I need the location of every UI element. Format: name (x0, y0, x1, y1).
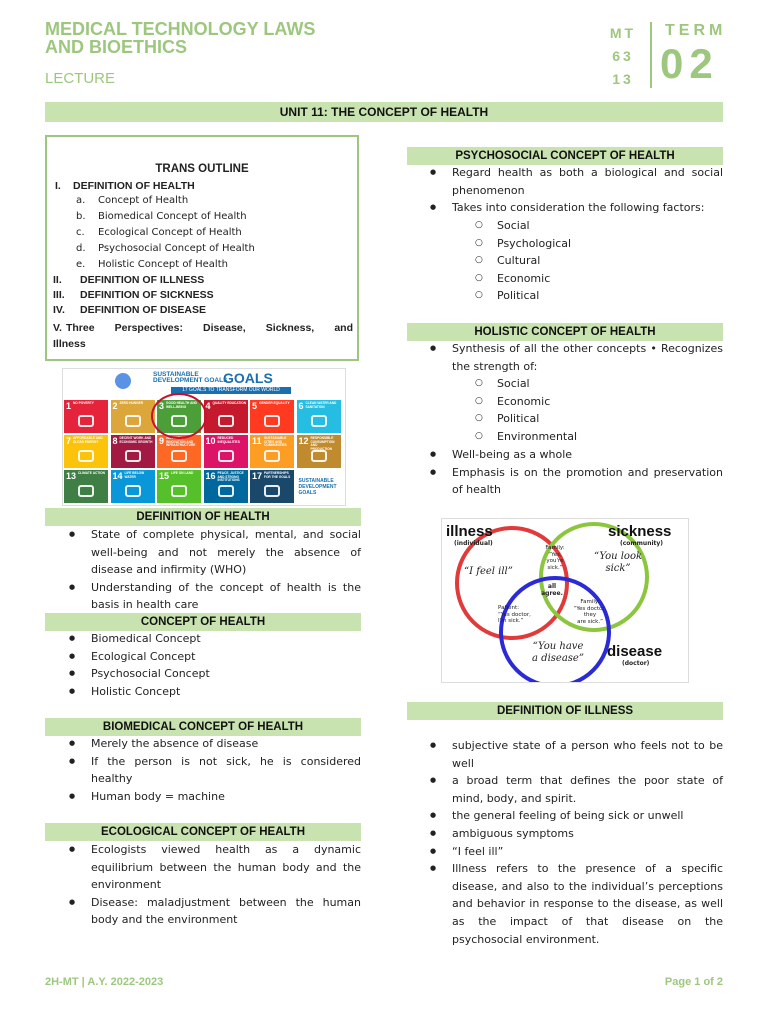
outline-item: Illness (53, 338, 86, 350)
sdg-goal-number: 1 (66, 401, 72, 411)
section-heading-biomedical: BIOMEDICAL CONCEPT OF HEALTH (45, 718, 361, 736)
sdg-goal-number: 15 (159, 471, 170, 481)
sub-item: ○ Economic (475, 270, 675, 288)
sub-item: ○ Psychological (475, 235, 675, 253)
venn-disease-sub: (doctor) (622, 660, 650, 667)
list-item: ● Ecologists viewed health as a dynamic equilibrium between the human body and the environment (68, 841, 361, 894)
footer-page-number: Page 1 of 2 (664, 976, 723, 988)
outline-item: III. DEFINITION OF SICKNESS (53, 289, 214, 301)
outline-item: I. DEFINITION OF HEALTH (55, 180, 195, 192)
outline-item: IV. DEFINITION OF DISEASE (53, 304, 207, 316)
sdg-goal-icon (171, 485, 187, 497)
sdg-goal-number: 7 (66, 436, 72, 446)
list-item: ● the general feeling of being sick or unwell (429, 807, 723, 825)
sdg-logo-text: SUSTAINABLE DEVELOPMENT GOALS (298, 478, 337, 496)
sdg-goal-number: 2 (112, 401, 118, 411)
psychosocial-factors (475, 217, 675, 305)
sdg-goal-tile (111, 470, 155, 503)
list-item: ● If the person is not sick, he is considered healthy (68, 753, 361, 788)
sdg-goal-tile (297, 435, 341, 468)
sdg-logo-tile (297, 470, 341, 503)
sdg-goal-label: PARTNERSHIPS FOR THE GOALS (264, 471, 291, 479)
ecological-list (68, 841, 361, 929)
sdg-goal-number: 6 (298, 401, 304, 411)
section-heading-definition-of-illness: DEFINITION OF ILLNESS (407, 702, 723, 720)
outline-item: a. Concept of Health (76, 195, 189, 206)
sub-item: ○ Political (475, 410, 675, 428)
list-item: ● Holistic Concept (68, 683, 361, 701)
sdg-goal-icon (218, 485, 234, 497)
sdg-goal-tile (204, 435, 248, 468)
psychosocial-list (429, 164, 723, 217)
outline-item: c. Ecological Concept of Health (76, 227, 242, 238)
unit-title: UNIT 11: THE CONCEPT OF HEALTH (45, 102, 723, 122)
section-heading-ecological: ECOLOGICAL CONCEPT OF HEALTH (45, 823, 361, 841)
sdg-goal-tile (157, 435, 201, 468)
footer-class-year: 2H-MT | A.Y. 2022-2023 (45, 976, 164, 988)
sdg-goal-tile (204, 400, 248, 433)
list-item: ● Illness refers to the presence of a specific disease, and also to the individual’s perceptions and behavior in response to the disease, as well as the impact of that disease on the psychosocial environment. (429, 860, 723, 948)
list-item: ● Merely the absence of disease (68, 735, 361, 753)
sdg-goal-number: 4 (205, 401, 211, 411)
sdg-goal-tile (111, 435, 155, 468)
sdg-goal-label: GENDER EQUALITY (259, 401, 290, 405)
list-item: ● Biomedical Concept (68, 630, 361, 648)
term-number: 02 (660, 40, 719, 87)
outline-item: b. Biomedical Concept of Health (76, 211, 247, 222)
list-item: ● State of complete physical, mental, and social well-being and not merely the absence of disease and infirmity (WHO) (68, 526, 361, 579)
sdg-goal-icon (78, 485, 94, 497)
sdg-goal-label: SUSTAINABLE CITIES AND COMMUNITIES (264, 436, 287, 448)
outline-title: TRANS OUTLINE (155, 163, 249, 175)
venn-family-note-2: Family: “Yes doctor, they are sick.” (573, 599, 607, 625)
list-item: ● Well-being as a whole (429, 446, 723, 464)
sub-item: ○ Environmental (475, 428, 675, 446)
sdg-goal-label: LIFE BELOW WATER (124, 471, 145, 479)
sdg-goal-label: RESPONSIBLE CONSUMPTION AND PRODUCTION (310, 436, 335, 451)
biomedical-list (68, 735, 361, 805)
outline-item: II. DEFINITION OF ILLNESS (53, 274, 205, 286)
venn-patient-note: Patient: “Yes doctor, I'm sick.” (498, 605, 531, 624)
sdg-goal-icon (264, 450, 280, 462)
sdg-goal-tile (157, 470, 201, 503)
concept-of-health-list (68, 630, 361, 700)
sub-item: ○ Economic (475, 393, 675, 411)
sdg-goal-tile (250, 435, 294, 468)
sdg-goal-tile (297, 400, 341, 433)
venn-sickness-sub: (community) (620, 540, 664, 547)
list-item: ● Ecological Concept (68, 648, 361, 666)
definition-of-illness-list (429, 737, 723, 948)
trans-outline-box (45, 135, 359, 361)
sdg-goal-label: AFFORDABLE AND CLEAN ENERGY (73, 436, 103, 444)
sdg-goal-icon (125, 485, 141, 497)
sdg-tile-grid (63, 399, 345, 505)
sdg-goal-number: 11 (252, 436, 262, 446)
holistic-list (429, 340, 723, 375)
sdg-goal-label: DECENT WORK AND ECONOMIC GROWTH (119, 436, 153, 444)
section-heading-psychosocial: PSYCHOSOCIAL CONCEPT OF HEALTH (407, 147, 723, 165)
outline-item: d. Psychosocial Concept of Health (76, 243, 255, 254)
list-item: ● Psychosocial Concept (68, 665, 361, 683)
sdg-goal-icon (78, 450, 94, 462)
list-item: ● Disease: maladjustment between the human body and the environment (68, 894, 361, 929)
sdg-goal-tile (204, 470, 248, 503)
sdg-poster-image (62, 368, 346, 506)
header-divider (650, 22, 652, 88)
sub-item: ○ Social (475, 375, 675, 393)
outline-item: V. Three Perspectives: Disease, Sickness, and (53, 322, 353, 334)
course-code: MT 63 13 (609, 25, 637, 87)
sdg-goal-label: CLEAN WATER AND SANITATION (305, 401, 337, 409)
sdg-goal-number: 16 (205, 471, 216, 481)
venn-illness-sub: (individual) (454, 540, 493, 547)
sdg-goal-label: LIFE ON LAND (171, 471, 194, 475)
sdg-goal-icon (218, 450, 234, 462)
venn-family-note-1: Family: “Yes, you're sick.” (545, 545, 565, 571)
sdg-goal-tile (64, 435, 108, 468)
venn-quote-sickness: “You look sick” (593, 551, 643, 574)
sdg-goal-icon (125, 450, 141, 462)
sdg-goal-icon (311, 450, 327, 462)
list-item: ● Regard health as both a biological and social phenomenon (429, 164, 723, 199)
list-item: ● Synthesis of all the other concepts • Recognizes the strength of: (429, 340, 723, 375)
sdg-goal-number: 9 (159, 436, 165, 446)
sdg-goal-number: 5 (252, 401, 258, 411)
health-goal-highlight-circle (151, 393, 207, 439)
venn-quote-illness: “I feel ill” (464, 566, 513, 577)
sdg-goal-tile (64, 470, 108, 503)
sdg-goal-number: 13 (66, 471, 77, 481)
sdg-goal-tile (64, 400, 108, 433)
sdg-goal-number: 12 (298, 436, 309, 446)
lecture-label: LECTURE (45, 70, 116, 87)
venn-all-agree: all agree. (541, 583, 563, 597)
sdg-goal-icon (311, 415, 327, 427)
sdg-goal-number: 8 (112, 436, 118, 446)
list-item: ● a broad term that defines the poor state of mind, body, and spirit. (429, 772, 723, 807)
sdg-goal-icon (218, 415, 234, 427)
sdg-goal-label: REDUCED INEQUALITIES (217, 436, 240, 444)
list-item: ● ambiguous symptoms (429, 825, 723, 843)
un-emblem-icon (115, 373, 131, 389)
sdg-goal-icon (264, 415, 280, 427)
sdg-goal-icon (78, 415, 94, 427)
list-item: ● Human body = machine (68, 788, 361, 806)
venn-sickness-label: sickness (608, 523, 672, 540)
holistic-strengths (475, 375, 675, 445)
sdg-goal-tile (111, 400, 155, 433)
list-item: ● Takes into consideration the following factors: (429, 199, 723, 217)
definition-of-health-list (68, 526, 361, 614)
sdg-goal-label: INDUSTRY, INNOVATION AND INFRASTRUCTURE (166, 436, 196, 448)
sdg-goal-label: CLIMATE ACTION (78, 471, 105, 475)
sdg-goal-number: 10 (205, 436, 216, 446)
list-item: ● Emphasis is on the promotion and preservation of health (429, 464, 723, 499)
sdg-goal-tile (250, 400, 294, 433)
venn-illness-label: illness (446, 523, 493, 540)
venn-quote-disease: “You have a disease” (532, 641, 584, 664)
section-heading-definition-of-health: DEFINITION OF HEALTH (45, 508, 361, 526)
sdg-goals-word: GOALS (223, 370, 273, 386)
sdg-goal-icon (125, 415, 141, 427)
sdg-goal-tile (250, 470, 294, 503)
sdg-goal-label: ZERO HUNGER (119, 401, 144, 405)
outline-item: e. Holistic Concept of Health (76, 259, 228, 270)
sdg-banner: 17 GOALS TO TRANSFORM OUR WORLD (171, 387, 291, 394)
sub-item: ○ Cultural (475, 252, 675, 270)
sdg-goal-icon (264, 485, 280, 497)
sdg-goal-label: NO POVERTY (73, 401, 94, 405)
sdg-heading-small: SUSTAINABLE DEVELOPMENT GOALS (153, 371, 228, 384)
sdg-goal-label: QUALITY EDUCATION (212, 401, 247, 405)
sdg-goal-label: PEACE, JUSTICE AND STRONG INSTITUTIONS (217, 471, 244, 483)
section-heading-holistic: HOLISTIC CONCEPT OF HEALTH (407, 323, 723, 341)
venn-disease-label: disease (607, 643, 663, 660)
sub-item: ○ Social (475, 217, 675, 235)
illness-sickness-disease-venn (441, 518, 689, 683)
sub-item: ○ Political (475, 287, 675, 305)
course-title: MEDICAL TECHNOLOGY LAWS AND BIOETHICS (45, 19, 316, 57)
holistic-list-2 (429, 446, 723, 499)
term-label: TERM (665, 22, 727, 39)
list-item: ● “I feel ill” (429, 843, 723, 861)
list-item: ● subjective state of a person who feels not to be well (429, 737, 723, 772)
sdg-goal-number: 14 (112, 471, 123, 481)
sdg-goal-label: GOOD HEALTH AND WELL-BEING (166, 401, 197, 409)
sdg-goal-icon (171, 450, 187, 462)
list-item: ● Understanding of the concept of health is the basis in health care (68, 579, 361, 614)
sdg-goal-number: 17 (252, 471, 263, 481)
section-heading-concept-of-health: CONCEPT OF HEALTH (45, 613, 361, 631)
sdg-goal-number: 3 (159, 401, 165, 411)
